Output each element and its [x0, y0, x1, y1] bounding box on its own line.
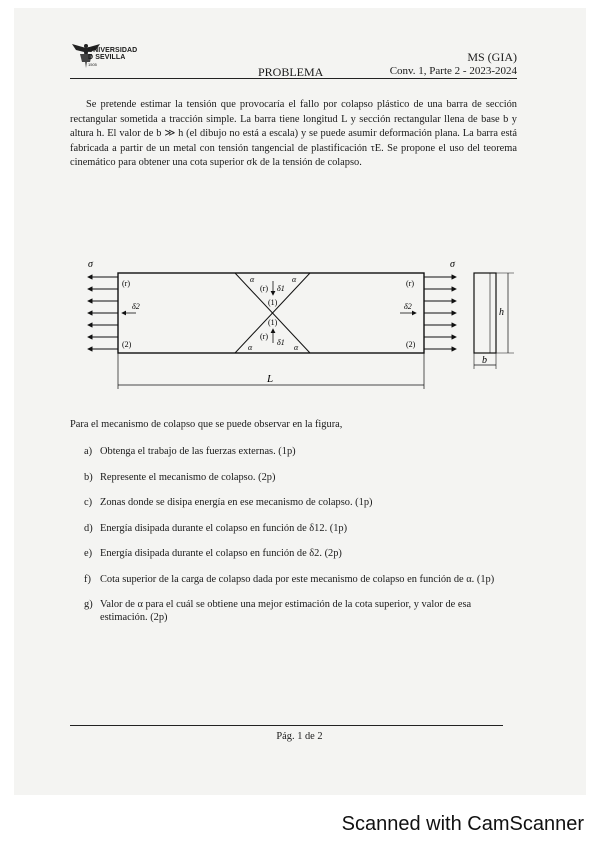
- length-label: L: [267, 373, 274, 385]
- right-load-arrows: [424, 277, 456, 349]
- height-label: h: [499, 307, 504, 318]
- question-a: a) Obtenga el trabajo de las fuerzas externas. (1p): [84, 446, 296, 457]
- institution-name: UNIVERSIDAD D SEVILLA: [88, 47, 138, 61]
- alpha-ll: α: [248, 343, 253, 352]
- region-2-right: (2): [406, 340, 416, 349]
- doc-type: PROBLEMA: [258, 65, 324, 79]
- institution-year: 1505: [88, 62, 97, 67]
- delta1-lower: δ1: [277, 338, 285, 347]
- delta1-upper: δ1: [277, 284, 285, 293]
- question-e: e) Energía disipada durante el colapso en función de δ2. (2p): [84, 548, 342, 559]
- sigma-left-label: σ: [88, 259, 93, 270]
- session-label: Conv. 1, Parte 2 - 2023-2024: [389, 65, 517, 77]
- region-r-left: (r): [122, 279, 130, 288]
- question-b: b) Represente el mecanismo de colapso. (2p): [84, 471, 276, 483]
- question-d: d) Energía disipada durante el colapso en función de δ12. (1p): [84, 522, 348, 534]
- base-label: b: [482, 355, 487, 366]
- question-g: g) Valor de α para el cuál se obtiene una mejor estimación de la cota superior, y valor de esa estimación. (2p): [84, 599, 472, 623]
- footer-rule: [70, 725, 503, 726]
- header-rule: [70, 78, 517, 79]
- alpha-ur: α: [292, 275, 297, 284]
- question-c: c) Zonas donde se disipa energía en ese mecanismo de colapso. (1p): [84, 497, 373, 508]
- page-number: Pág. 1 de 2: [276, 731, 323, 742]
- alpha-lr: α: [294, 343, 299, 352]
- cross-section: [474, 273, 496, 353]
- left-load-arrows: [88, 277, 118, 349]
- sigma-right-label: σ: [450, 259, 455, 270]
- delta2-left: δ2: [132, 302, 140, 311]
- region-1-upper: (1): [268, 298, 278, 307]
- region-r-upper: (r): [260, 284, 268, 293]
- intro-paragraph: Se pretende estimar la tensión que provocaría el fallo por colapso plástico de una barra de sección rectangular sometida a tracción simple. La barra tiene longitud L y sección rectangular llena de base b y altura h. El valor de b ≫ h (el dibujo no está a escala) y se puede asumir deformación plana. La barra está fabricada a partir de un metal con tensión tangencial de plastificación τE. Se propone el uso del teorema cinemático para obtener una cota superior σk de la tensión de colapso.: [70, 99, 517, 169]
- region-r-lower: (r): [260, 332, 268, 341]
- region-1-lower: (1): [268, 318, 278, 327]
- alpha-ul: α: [250, 275, 255, 284]
- scanner-watermark: Scanned with CamScanner: [341, 813, 584, 835]
- bar-outline: [118, 273, 424, 353]
- delta2-right: δ2: [404, 302, 412, 311]
- collapse-mechanism-figure: [70, 255, 530, 400]
- question-f: f) Cota superior de la carga de colapso dada por este mecanismo de colapso en función de α. (1p): [84, 573, 495, 585]
- region-r-right: (r): [406, 279, 414, 288]
- question-list: [84, 445, 516, 637]
- region-2-left: (2): [122, 340, 132, 349]
- course-code: MS (GIA): [467, 50, 517, 64]
- lead-in: Para el mecanismo de colapso que se puede observar en la figura,: [70, 419, 343, 430]
